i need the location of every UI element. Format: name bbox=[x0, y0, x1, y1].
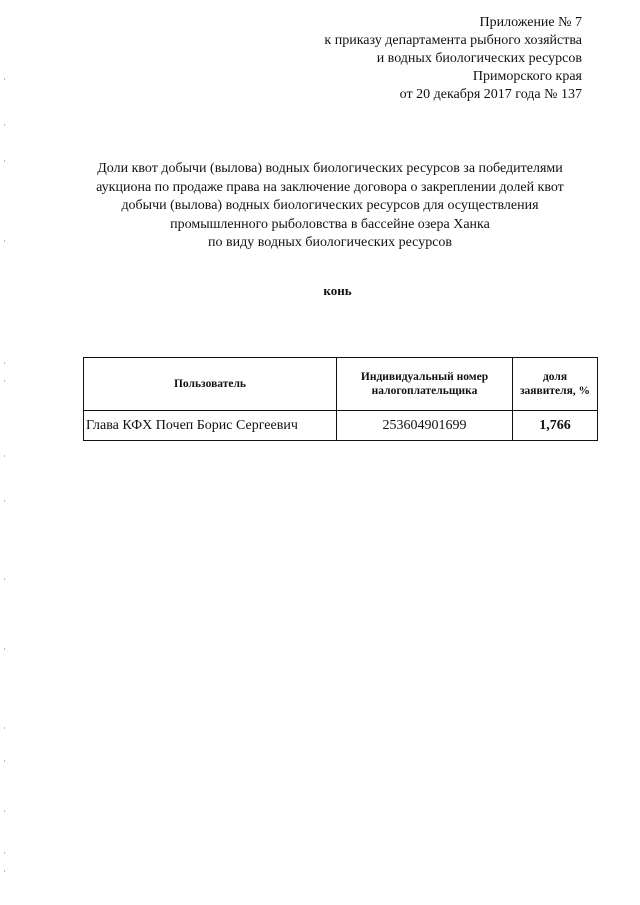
annex-line: от 20 декабря 2017 года № 137 bbox=[399, 87, 582, 102]
title-line: промышленного рыболовства в бассейне озера Ханка bbox=[170, 216, 490, 232]
cell-inn: 253604901699 bbox=[337, 411, 513, 441]
cell-user: Глава КФХ Почеп Борис Сергеевич bbox=[84, 411, 337, 441]
title-line: добычи (вылова) водных биологических ресурсов для осуществления bbox=[121, 198, 539, 213]
document-title bbox=[70, 160, 590, 253]
annex-line: к приказу департамента рыбного хозяйства bbox=[324, 33, 582, 48]
title-line: аукциона по продаже права на заключение договора о закреплении долей квот bbox=[96, 179, 564, 195]
title-line: Доли квот добычи (вылова) водных биологических ресурсов за победителями bbox=[97, 161, 563, 176]
title-line: по виду водных биологических ресурсов bbox=[207, 235, 453, 250]
quota-table bbox=[83, 357, 598, 441]
table-header-row bbox=[84, 358, 598, 411]
header-share: доля заявителя, % bbox=[513, 358, 598, 411]
annex-line: Приморского края bbox=[472, 69, 582, 84]
annex-line: и водных биологических ресурсов bbox=[376, 51, 582, 66]
table-row bbox=[84, 411, 598, 441]
header-user: Пользователь bbox=[84, 358, 337, 411]
scan-edge-marks bbox=[4, 0, 8, 905]
annex-header bbox=[324, 14, 582, 104]
header-inn: Индивидуальный номер налогоплательщика bbox=[337, 358, 513, 411]
species-name: конь bbox=[323, 283, 352, 298]
annex-line: Приложение № 7 bbox=[479, 15, 582, 30]
cell-share: 1,766 bbox=[513, 411, 598, 441]
